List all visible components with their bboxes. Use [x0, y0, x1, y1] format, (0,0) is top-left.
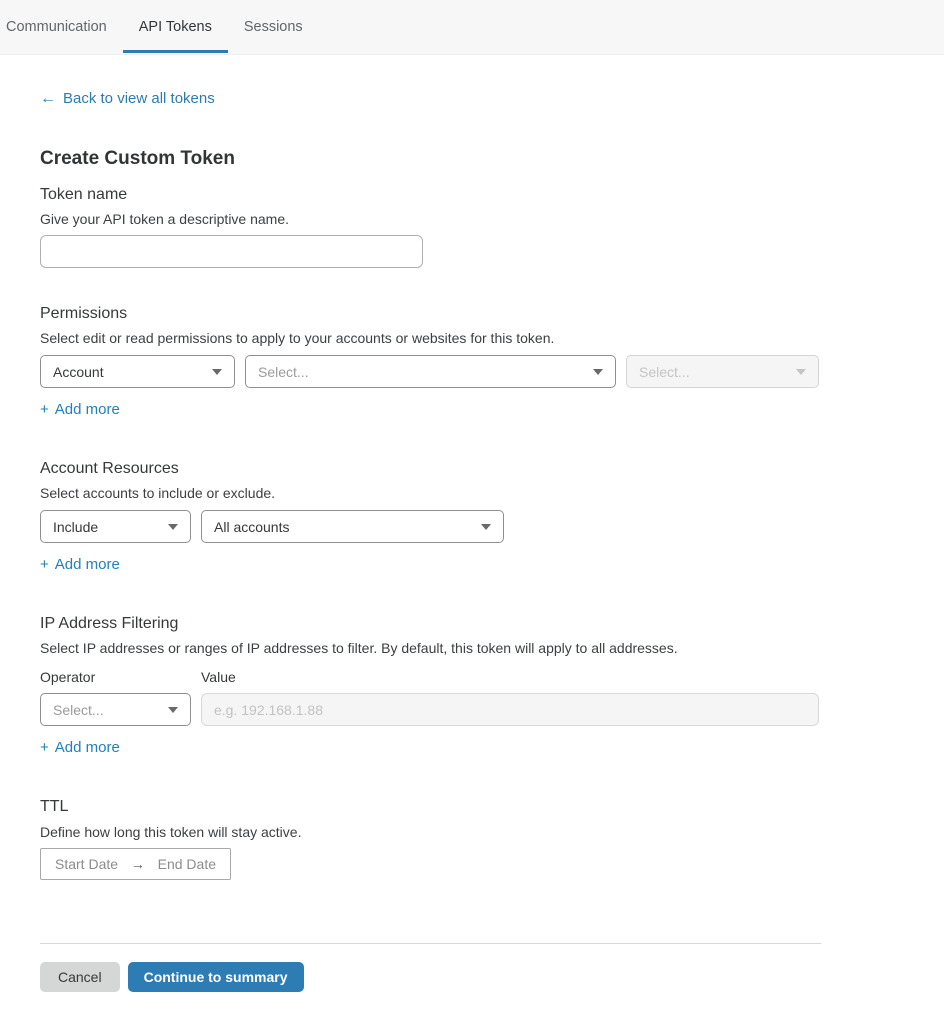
ip-operator-label: Operator: [40, 669, 96, 685]
chevron-down-icon: [168, 707, 178, 713]
token-name-description: Give your API token a descriptive name.: [40, 211, 290, 227]
chevron-down-icon: [481, 524, 491, 530]
section-token-name: [40, 185, 821, 268]
account-include-dropdown[interactable]: [40, 510, 191, 543]
cancel-button[interactable]: Cancel: [40, 962, 120, 992]
chevron-down-icon: [593, 369, 603, 375]
permission-level-placeholder: Select...: [639, 363, 690, 380]
chevron-down-icon: [796, 369, 806, 375]
account-selection-dropdown[interactable]: [201, 510, 504, 543]
permission-group-dropdown[interactable]: [245, 355, 616, 388]
ip-filtering-description: Select IP addresses or ranges of IP addresses to filter. By default, this token will apply to all addresses.: [40, 640, 678, 656]
ip-operator-dropdown[interactable]: [40, 693, 191, 726]
permissions-title: Permissions: [40, 305, 128, 322]
tab-bar: [0, 0, 944, 55]
ip-filtering-add-more-link[interactable]: [40, 740, 120, 755]
plus-icon: +: [40, 401, 49, 418]
token-name-input[interactable]: [40, 235, 423, 268]
permission-scope-dropdown[interactable]: [40, 355, 235, 388]
section-account-resources: [40, 459, 821, 574]
chevron-down-icon: [212, 369, 222, 375]
chevron-down-icon: [168, 524, 178, 530]
left-arrow-icon: ←: [40, 90, 56, 107]
tab-api-tokens[interactable]: API Tokens: [123, 0, 228, 54]
continue-to-summary-button[interactable]: Continue to summary: [128, 962, 304, 992]
back-link[interactable]: [40, 91, 215, 106]
section-permissions: [40, 304, 821, 419]
permissions-add-more-label: Add more: [54, 401, 120, 418]
ip-value-label: Value: [201, 669, 236, 685]
ttl-start-date-placeholder: Start Date: [55, 856, 119, 872]
plus-icon: +: [40, 739, 49, 756]
account-resources-title: Account Resources: [40, 460, 179, 477]
ttl-description: Define how long this token will stay active.: [40, 824, 302, 840]
ip-filtering-add-more-label: Add more: [54, 739, 120, 756]
tab-communication[interactable]: Communication: [6, 19, 107, 35]
ttl-title: TTL: [40, 798, 69, 815]
back-link-label: Back to view all tokens: [63, 90, 215, 107]
section-ttl: [40, 797, 821, 880]
account-resources-description: Select accounts to include or exclude.: [40, 485, 276, 501]
ip-operator-placeholder: Select...: [53, 701, 104, 718]
permissions-description: Select edit or read permissions to apply to your accounts or websites for this token.: [40, 330, 555, 346]
ip-filtering-title: IP Address Filtering: [40, 615, 179, 632]
plus-icon: +: [40, 556, 49, 573]
token-name-title: Token name: [40, 186, 128, 203]
main-content: [0, 55, 821, 992]
ttl-date-range-picker[interactable]: [40, 848, 231, 880]
account-resources-add-more-link[interactable]: [40, 557, 120, 572]
permission-group-placeholder: Select...: [258, 363, 309, 380]
account-include-value: Include: [53, 518, 99, 535]
tab-sessions[interactable]: Sessions: [243, 19, 303, 35]
page-title: Create Custom Token: [40, 148, 235, 169]
account-resources-add-more-label: Add more: [54, 556, 120, 573]
ip-value-input: [201, 693, 819, 726]
section-ip-filtering: [40, 614, 821, 757]
ttl-end-date-placeholder: End Date: [157, 856, 216, 872]
right-arrow-icon: →: [130, 856, 145, 872]
permission-level-dropdown: [626, 355, 819, 388]
permission-scope-value: Account: [53, 363, 104, 380]
footer-actions: [40, 962, 821, 992]
footer-divider: [40, 943, 821, 944]
permissions-add-more-link[interactable]: [40, 402, 120, 417]
account-selection-value: All accounts: [214, 518, 290, 535]
